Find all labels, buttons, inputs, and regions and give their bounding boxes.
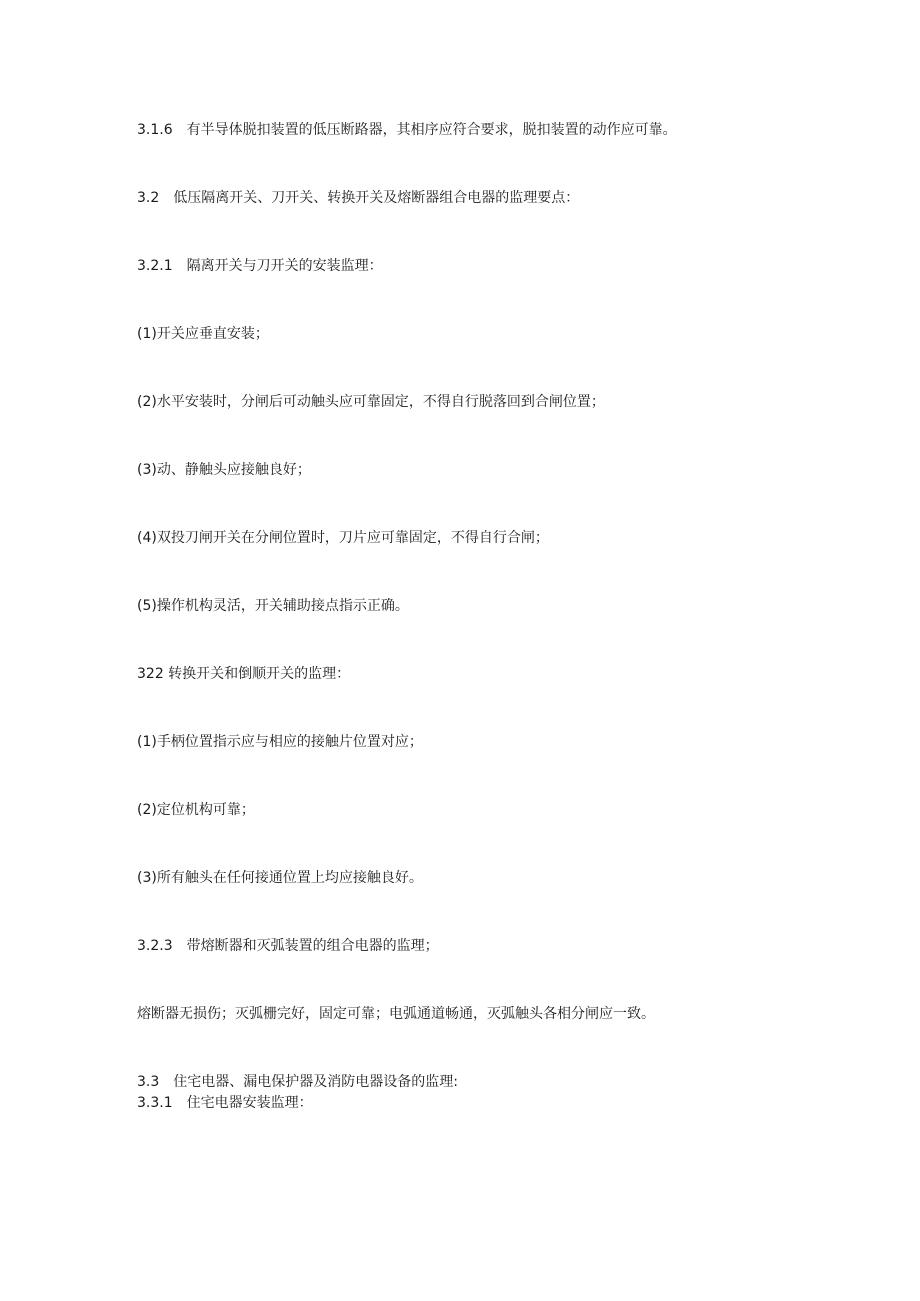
paragraph-text: 熔断器无损伤；灭弧栅完好，固定可靠；电弧通道畅通，灭弧触头各相分闸应一致。	[137, 1006, 655, 1022]
list-item-text: (3)动、静触头应接触良好；	[137, 462, 311, 478]
heading-text: 住宅电器、漏电保护器及消防电器设备的监理:	[173, 1074, 458, 1090]
list-item-text: (1)手柄位置指示应与相应的接触片位置对应；	[137, 734, 423, 750]
heading-text: 带熔断器和灭弧装置的组合电器的监理；	[186, 938, 439, 954]
list-item	[137, 529, 549, 547]
paragraph-3-1-6	[137, 121, 677, 139]
paragraph-text: 有半导体脱扣装置的低压断路器，其相序应符合要求，脱扣装置的动作应可靠。	[186, 122, 677, 138]
heading-text: 322 转换开关和倒顺开关的监理：	[137, 666, 351, 682]
section-number: 3.2	[137, 190, 160, 206]
list-item-text: (3)所有触头在任何接通位置上均应接触良好。	[137, 870, 423, 886]
heading-3-2	[137, 189, 579, 207]
heading-3-2-1	[137, 257, 383, 275]
section-number: 3.3	[137, 1074, 160, 1090]
section-number: 3.2.1	[137, 258, 173, 274]
section-number: 3.1.6	[137, 122, 173, 138]
heading-3-2-2	[137, 665, 350, 683]
list-item	[137, 869, 423, 887]
list-item	[137, 393, 605, 411]
heading-3-3	[137, 1073, 458, 1091]
list-item-text: (2)水平安装时，分闸后可动触头应可靠固定，不得自行脱落回到合闸位置；	[137, 394, 605, 410]
heading-3-3-1	[137, 1094, 313, 1112]
heading-text: 隔离开关与刀开关的安装监理：	[186, 258, 383, 274]
list-item-text: (1)开关应垂直安装；	[137, 326, 269, 342]
paragraph-text-line	[137, 1005, 655, 1023]
list-item-text: (5)操作机构灵活，开关辅助接点指示正确。	[137, 598, 409, 614]
list-item	[137, 325, 269, 343]
list-item-text: (2)定位机构可靠；	[137, 802, 255, 818]
list-item	[137, 461, 311, 479]
list-item	[137, 597, 409, 615]
list-item	[137, 733, 423, 751]
heading-text: 住宅电器安装监理：	[186, 1095, 313, 1111]
section-number: 3.2.3	[137, 938, 173, 954]
section-number: 3.3.1	[137, 1095, 173, 1111]
list-item	[137, 801, 255, 819]
list-item-text: (4)双投刀闸开关在分闸位置时，刀片应可靠固定，不得自行合闸；	[137, 530, 549, 546]
heading-text: 低压隔离开关、刀开关、转换开关及熔断器组合电器的监理要点：	[173, 190, 580, 206]
heading-3-2-3	[137, 937, 439, 955]
